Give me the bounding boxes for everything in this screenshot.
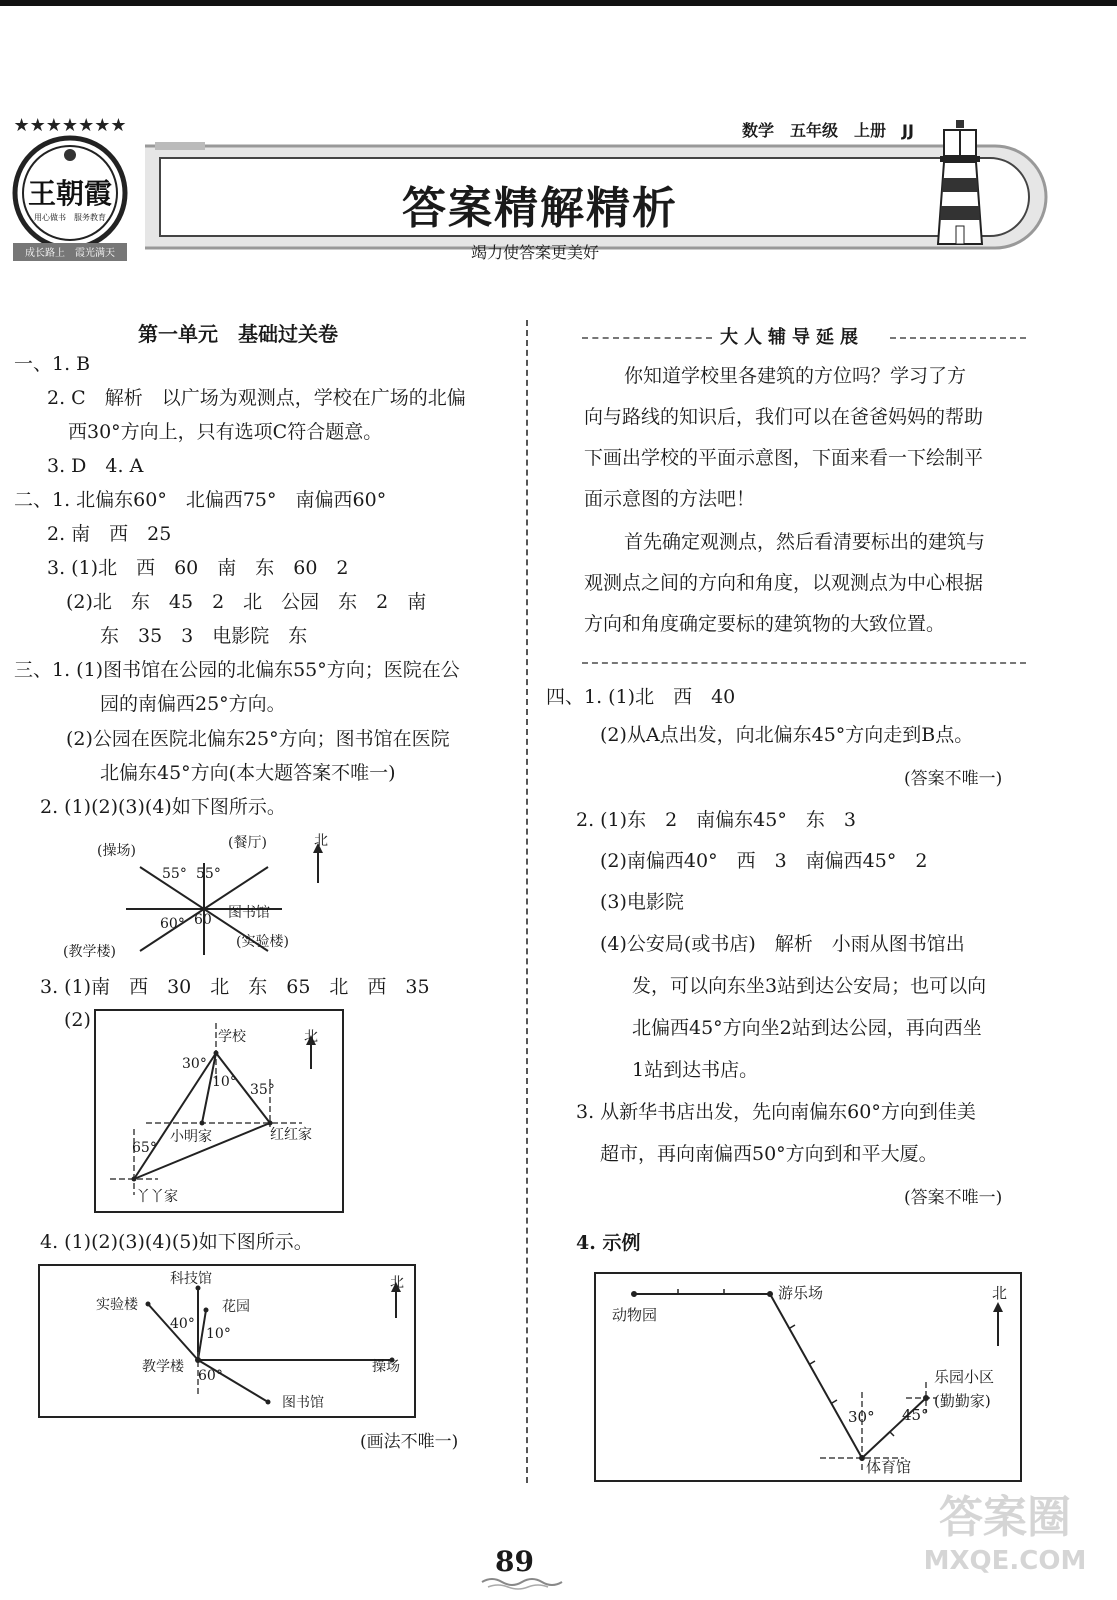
svg-text:★★★★★★★: ★★★★★★★	[13, 115, 127, 136]
answer-line: 3. (1)北 西 60 南 东 60 2	[47, 557, 349, 579]
watermark-logo: 答案圈	[939, 1492, 1071, 1543]
answer-note: (画法不唯一)	[360, 1432, 459, 1452]
label-angle: 30°	[182, 1056, 207, 1072]
label-angle: 45°	[902, 1406, 929, 1424]
page-number: 89	[495, 1545, 534, 1578]
svg-text:成长路上 霞光满天: 成长路上 霞光满天	[25, 248, 115, 259]
label-playground: (操场)	[97, 843, 136, 859]
divider-right	[890, 337, 1026, 339]
label-teaching: 教学楼	[142, 1359, 184, 1375]
label-angle: 10°	[206, 1326, 231, 1342]
answer-line: (4)公安局(或书店) 解析 小雨从图书馆出	[600, 933, 965, 955]
answer-line: (2)公园在医院北偏东25°方向；图书馆在医院	[66, 728, 450, 750]
label-angle: 60°	[160, 916, 185, 932]
label-yaya: 丫丫家	[136, 1189, 178, 1205]
answer-line: (2)从A点出发，向北偏东45°方向走到B点。	[600, 724, 974, 746]
label-xiaoming: 小明家	[170, 1129, 212, 1145]
label-angle: 40°	[170, 1316, 195, 1332]
answer-line: 1站到达书店。	[632, 1059, 759, 1081]
answer-line: 4. 示例	[576, 1232, 641, 1254]
label-angle: 65°	[132, 1140, 157, 1156]
answer-line: 二、1. 北偏东60° 北偏西75° 南偏西60°	[14, 489, 387, 511]
answer-line: (2)北 东 45 2 北 公园 东 2 南	[66, 591, 427, 613]
label-zoo: 动物园	[612, 1306, 658, 1324]
label-playground: 操场	[372, 1359, 400, 1375]
divider-left	[582, 337, 712, 339]
label-angle: 35°	[250, 1082, 275, 1098]
wave-decoration-icon	[480, 1574, 570, 1590]
label-family: (勤勤家)	[934, 1392, 991, 1410]
answer-line: 一、1. B	[14, 353, 91, 375]
paragraph-line: 向与路线的知识后，我们可以在爸爸妈妈的帮助	[584, 406, 984, 428]
answer-line: 东 35 3 电影院 东	[100, 625, 308, 647]
paragraph-line: 首先确定观测点，然后看清要标出的建筑与	[624, 531, 986, 553]
answer-line: (2)南偏西40° 西 3 南偏西45° 2	[600, 850, 928, 872]
label-canteen: (餐厅)	[228, 835, 267, 851]
slogan: 竭力使答案更美好	[470, 243, 599, 262]
label-north: 北	[992, 1284, 1008, 1302]
answer-line: 2. (1)(2)(3)(4)如下图所示。	[40, 796, 286, 818]
label-amusement: 游乐场	[778, 1284, 824, 1302]
label-community: 乐园小区	[934, 1368, 995, 1386]
section-title-unit1: 第一单元 基础过关卷	[138, 322, 338, 346]
paragraph-line: 观测点之间的方向和角度，以观测点为中心根据	[584, 572, 984, 594]
label-angle: 60°	[198, 1368, 223, 1384]
answer-line: 四、1. (1)北 西 40	[546, 686, 736, 708]
svg-text:王朝霞: 王朝霞	[27, 177, 113, 210]
answer-line: (2)	[64, 1009, 91, 1031]
answer-line: 超市，再向南偏西50°方向到和平大厦。	[600, 1143, 938, 1165]
label-honghong: 红红家	[270, 1127, 312, 1143]
watermark-url: MXQE.COM	[923, 1546, 1087, 1576]
answer-line: 4. (1)(2)(3)(4)(5)如下图所示。	[40, 1231, 313, 1253]
page-title: 答案精解精析	[402, 183, 678, 234]
label-north: 北	[314, 833, 328, 849]
column-divider	[526, 320, 528, 1483]
label-garden: 花园	[222, 1299, 250, 1315]
answer-line: 2. (1)东 2 南偏东45° 东 3	[576, 809, 856, 831]
top-border	[0, 0, 1117, 6]
svg-text:用心做书 服务教育: 用心做书 服务教育	[34, 213, 106, 222]
answer-line: 西30°方向上，只有选项C符合题意。	[68, 421, 383, 443]
paragraph-line: 你知道学校里各建筑的方位吗？学习了方	[624, 365, 967, 387]
answer-line: 北偏东45°方向(本大题答案不唯一)	[100, 762, 396, 784]
label-angle: 55°	[162, 866, 187, 882]
answer-line: 3. 从新华书店出发，先向南偏东60°方向到佳美	[576, 1101, 976, 1123]
label-library: 图书馆	[282, 1395, 324, 1411]
paragraph-line: 面示意图的方法吧！	[584, 488, 756, 510]
label-angle: 30°	[848, 1408, 875, 1426]
answer-line: 园的南偏西25°方向。	[100, 693, 286, 715]
publisher-logo	[5, 105, 135, 265]
label-north: 北	[304, 1029, 318, 1045]
paragraph-line: 方向和角度确定要标的建筑物的大致位置。	[584, 613, 946, 635]
label-angle: 55°	[196, 866, 221, 882]
lighthouse-icon	[930, 118, 990, 248]
answer-note: (答案不唯一)	[904, 1188, 1003, 1208]
label-keji: 科技馆	[170, 1271, 212, 1287]
label-school: 学校	[218, 1029, 246, 1045]
answer-note: (答案不唯一)	[904, 769, 1003, 789]
label-angle: 60	[194, 912, 212, 928]
label-teaching: (教学楼)	[63, 944, 116, 960]
watermark	[905, 1490, 1105, 1590]
paragraph-line: 下画出学校的平面示意图，下面来看一下绘制平	[584, 447, 984, 469]
divider	[582, 662, 1026, 664]
answer-line: (3)电影院	[600, 891, 684, 913]
answer-line: 2. 南 西 25	[47, 523, 172, 545]
label-north: 北	[390, 1275, 404, 1291]
label-angle: 10°	[212, 1074, 237, 1090]
answer-line: 3. (1)南 西 30 北 东 65 北 西 35	[40, 976, 430, 998]
answer-line: 发，可以向东坐3站到达公安局；也可以向	[632, 975, 987, 997]
section-title-guide: 大人辅导延展	[720, 327, 864, 348]
label-lab: (实验楼)	[236, 934, 289, 950]
subject-label: 数学 五年级 上册 JJ	[742, 121, 914, 140]
answer-line: 2. C 解析 以广场为观测点，学校在广场的北偏	[47, 387, 466, 409]
label-lab: 实验楼	[96, 1297, 138, 1313]
answer-line: 3. D 4. A	[47, 455, 144, 477]
label-gym: 体育馆	[866, 1458, 912, 1476]
answer-line: 三、1. (1)图书馆在公园的北偏东55°方向；医院在公	[14, 659, 460, 681]
answer-line: 北偏西45°方向坐2站到达公园，再向西坐	[632, 1017, 982, 1039]
label-library: 图书馆	[228, 905, 270, 921]
